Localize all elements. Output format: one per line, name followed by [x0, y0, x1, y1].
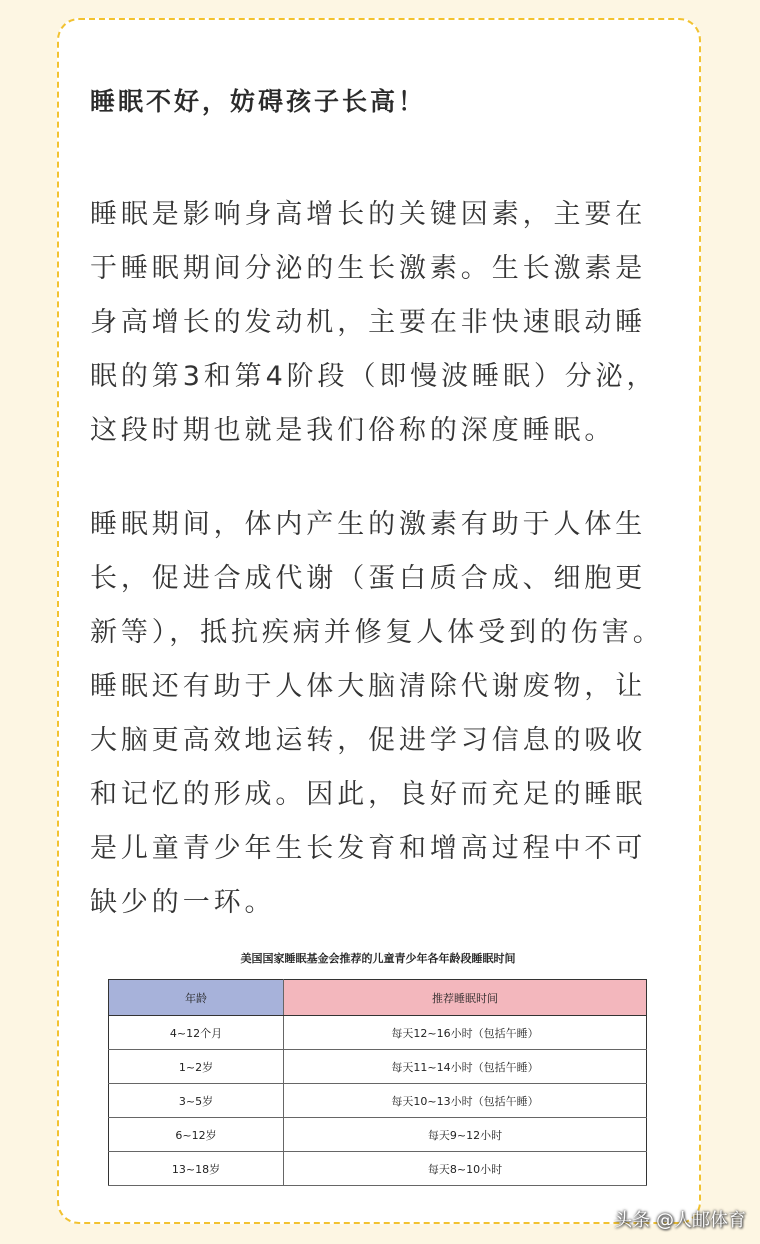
table-row — [109, 1118, 647, 1152]
age-cell: 13~18岁 — [109, 1152, 284, 1186]
sleep-time-cell: 每天9~12小时 — [284, 1118, 647, 1152]
table-row — [109, 1084, 647, 1118]
table-header-row — [109, 980, 647, 1016]
header-age: 年龄 — [109, 980, 284, 1016]
table-title: 美国国家睡眠基金会推荐的儿童青少年各年龄段睡眠时间 — [240, 952, 516, 965]
age-cell: 1~2岁 — [109, 1050, 284, 1084]
table-row — [109, 1152, 647, 1186]
header-sleep-time: 推荐睡眠时间 — [284, 980, 647, 1016]
sleep-time-cell: 每天12~16小时（包括午睡） — [284, 1016, 647, 1050]
sleep-recommendation-table — [108, 979, 647, 1186]
sleep-time-cell: 每天11~14小时（包括午睡） — [284, 1050, 647, 1084]
watermark: 头条 @人邮体育 — [614, 1210, 746, 1231]
article-paragraph-1: 睡眠是影响身高增长的关键因素，主要在于睡眠期间分泌的生长激素。生长激素是身高增长的发动机，主要在非快速眼动睡眠的第3和第4阶段（即慢波睡眠）分泌，这段时期也就是我们俗称的深度睡眠。 — [90, 199, 658, 446]
table-row — [109, 1050, 647, 1084]
sleep-time-cell: 每天10~13小时（包括午睡） — [284, 1084, 647, 1118]
age-cell: 6~12岁 — [109, 1118, 284, 1152]
age-cell: 4~12个月 — [109, 1016, 284, 1050]
article-heading: 睡眠不好，妨碍孩子长高！ — [90, 87, 427, 116]
table-row — [109, 1016, 647, 1050]
age-cell: 3~5岁 — [109, 1084, 284, 1118]
article-paragraph-2: 睡眠期间，体内产生的激素有助于人体生长，促进合成代谢（蛋白质合成、细胞更新等），抵抗疾病并修复人体受到的伤害。睡眠还有助于人体大脑清除代谢废物，让大脑更高效地运转，促进学习信息的吸收和记忆的形成。因此，良好而充足的睡眠是儿童青少年生长发育和增高过程中不可缺少的一环。 — [90, 509, 664, 918]
sleep-time-cell: 每天8~10小时 — [284, 1152, 647, 1186]
